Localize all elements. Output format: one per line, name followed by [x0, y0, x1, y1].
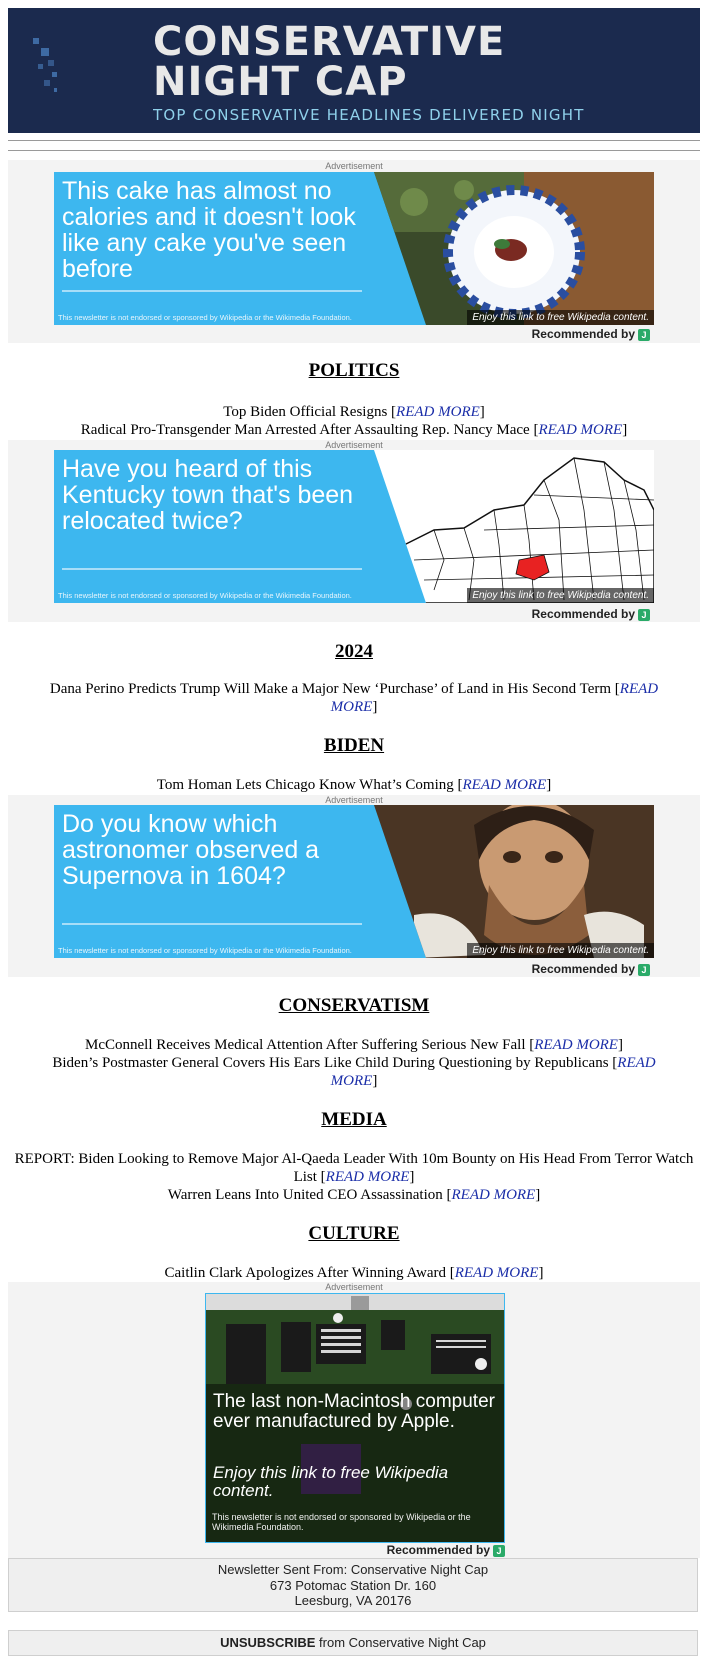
- ad-label: Advertisement: [325, 161, 383, 171]
- footer-address-line1: 673 Potomac Station Dr. 160: [269, 1577, 437, 1593]
- decor-square: [52, 72, 57, 77]
- read-more-link[interactable]: READ MORE: [396, 404, 480, 420]
- ad-disclaimer: This newsletter is not endorsed or sponsored by Wikipedia or the Wikimedia Foundation.: [58, 591, 352, 600]
- ad-headline: This cake has almost no calories and it doesn't look like any cake you've seen before: [62, 177, 356, 283]
- headline-item: McConnell Receives Medical Attention After Suffering Serious New Fall [READ MORE]: [85, 1037, 623, 1053]
- section-title-politics: POLITICS: [308, 360, 400, 381]
- ad-divider: [62, 923, 362, 925]
- headline-item: Top Biden Official Resigns [READ MORE]: [223, 404, 485, 420]
- decor-square: [33, 38, 39, 44]
- astronomer-portrait-image: [374, 805, 654, 958]
- unsubscribe-link[interactable]: [8, 1630, 698, 1656]
- ad-cta[interactable]: Enjoy this link to free Wikipedia content.: [213, 1463, 449, 1500]
- recommended-by[interactable]: [532, 962, 650, 976]
- recommended-text: Recommended by: [531, 607, 635, 621]
- read-more-link[interactable]: READ MORE: [462, 777, 547, 793]
- decor-square: [48, 60, 54, 66]
- decor-square: [38, 64, 43, 69]
- provider-badge-icon: J: [638, 609, 650, 621]
- decor-square: [54, 88, 57, 92]
- read-more-link[interactable]: READ MORE: [451, 1187, 536, 1203]
- read-more-link[interactable]: READ MORE: [330, 681, 659, 715]
- ad-disclaimer: This newsletter is not endorsed or sponsored by Wikipedia or the Wikimedia Foundation.: [212, 1512, 471, 1532]
- ad-headline: Do you know which astronomer observed a Supernova in 1604?: [62, 810, 320, 890]
- read-more-link[interactable]: READ MORE: [454, 1265, 539, 1281]
- decor-square: [44, 80, 50, 86]
- decor-square: [41, 48, 49, 56]
- ad-cta[interactable]: Enjoy this link to free Wikipedia content.: [467, 588, 654, 603]
- ad-block: [8, 1282, 700, 1558]
- logo-title-line1: CONSERVATIVE: [153, 19, 506, 65]
- ad-banner-astronomer[interactable]: [54, 805, 654, 958]
- recommended-by[interactable]: [387, 1543, 505, 1557]
- footer-address-line2: Leesburg, VA 20176: [294, 1593, 412, 1608]
- recommended-text: Recommended by: [531, 327, 635, 341]
- ad-banner-apple-computer[interactable]: [205, 1293, 505, 1543]
- headline-item: Biden’s Postmaster General Covers His Ears Like Child During Questioning by Republicans [READ MORE]: [52, 1055, 656, 1089]
- headline-item: REPORT: Biden Looking to Remove Major Al-Qaeda Leader With 10m Bounty on His Head From Terror Watch List [READ MORE]: [14, 1151, 694, 1185]
- kentucky-map-image: [374, 450, 654, 603]
- ad-cta[interactable]: Enjoy this link to free Wikipedia content.: [467, 943, 654, 958]
- ad-label: Advertisement: [325, 795, 383, 805]
- section-title-media: MEDIA: [321, 1109, 387, 1130]
- ad-divider: [62, 290, 362, 292]
- ad-label: Advertisement: [325, 1282, 383, 1292]
- ad-disclaimer: This newsletter is not endorsed or sponsored by Wikipedia or the Wikimedia Foundation.: [58, 946, 352, 955]
- ad-cta[interactable]: Enjoy this link to free Wikipedia content.: [467, 310, 654, 325]
- section-title-conservatism: CONSERVATISM: [278, 995, 430, 1016]
- ad-banner-kentucky[interactable]: [54, 450, 654, 603]
- logo-title-line2: NIGHT CAP: [153, 59, 408, 105]
- provider-badge-icon: J: [493, 1545, 505, 1557]
- ad-label: Advertisement: [325, 440, 383, 450]
- provider-badge-icon: J: [638, 964, 650, 976]
- recommended-by[interactable]: [532, 327, 650, 341]
- headline-item: Dana Perino Predicts Trump Will Make a Major New ‘Purchase’ of Land in His Second Term [READ MORE]: [49, 681, 659, 715]
- footer-address: [8, 1558, 698, 1612]
- read-more-link[interactable]: READ MORE: [325, 1169, 410, 1185]
- headline-item: Warren Leans Into United CEO Assassination [READ MORE]: [167, 1187, 541, 1203]
- section-title-2024: 2024: [335, 641, 373, 662]
- section-title-biden: BIDEN: [323, 735, 385, 756]
- ad-banner-cake[interactable]: [54, 172, 654, 325]
- recommended-by[interactable]: [532, 607, 650, 621]
- ad-headline: The last non-Macintosh computer ever manufactured by Apple.: [213, 1391, 495, 1432]
- footer-sent-from: Newsletter Sent From: Conservative Night Cap: [217, 1562, 489, 1577]
- header-banner[interactable]: [8, 8, 700, 133]
- ad-disclaimer: This newsletter is not endorsed or sponsored by Wikipedia or the Wikimedia Foundation.: [58, 313, 352, 322]
- recommended-text: Recommended by: [531, 962, 635, 976]
- cake-plate-image: [374, 172, 654, 325]
- headline-item: Caitlin Clark Apologizes After Winning Award [READ MORE]: [164, 1265, 544, 1281]
- headline-item: Tom Homan Lets Chicago Know What’s Coming [READ MORE]: [156, 777, 552, 793]
- unsubscribe-label: UNSUBSCRIBE: [220, 1635, 316, 1650]
- ad-block: [8, 440, 700, 622]
- read-more-link[interactable]: READ MORE: [330, 1055, 656, 1089]
- section-title-culture: CULTURE: [308, 1223, 400, 1244]
- ad-block: [8, 160, 700, 343]
- divider: [8, 140, 700, 141]
- unsubscribe-rest: from Conservative Night Cap: [315, 1635, 486, 1650]
- ad-divider: [62, 568, 362, 570]
- ad-block: [8, 795, 700, 977]
- provider-badge-icon: J: [638, 329, 650, 341]
- ad-headline: Have you heard of this Kentucky town that's been relocated twice?: [62, 455, 354, 535]
- read-more-link[interactable]: READ MORE: [534, 1037, 618, 1053]
- headline-item: Radical Pro-Transgender Man Arrested After Assaulting Rep. Nancy Mace [READ MORE]: [80, 422, 628, 438]
- read-more-link[interactable]: READ MORE: [538, 422, 623, 438]
- divider: [8, 150, 700, 151]
- recommended-text: Recommended by: [386, 1543, 490, 1557]
- logo-tagline: TOP CONSERVATIVE HEADLINES DELIVERED NIGHT: [153, 106, 585, 124]
